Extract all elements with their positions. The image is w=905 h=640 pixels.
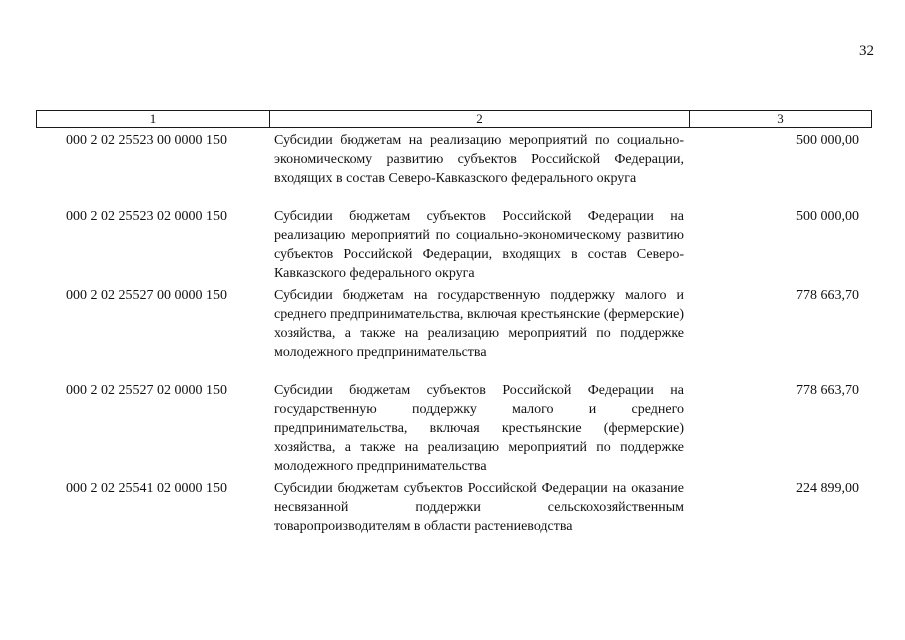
row-amount: 224 899,00 <box>796 481 859 496</box>
budget-code: 000 2 02 25527 00 0000 150 <box>66 288 227 303</box>
row-amount: 500 000,00 <box>796 209 859 224</box>
column-header-2: 2 <box>270 111 690 127</box>
row-description: Субсидии бюджетам субъектов Российской Федерации на оказание несвязанной поддержки сельскохозяйственным товаропроизводителям в области растениеводства <box>274 481 684 534</box>
row-amount: 500 000,00 <box>796 133 859 148</box>
page-number: 32 <box>859 43 874 59</box>
table-header <box>36 110 872 128</box>
budget-code: 000 2 02 25523 00 0000 150 <box>66 133 227 148</box>
budget-code: 000 2 02 25527 02 0000 150 <box>66 383 227 398</box>
budget-code: 000 2 02 25523 02 0000 150 <box>66 209 227 224</box>
column-header-1: 1 <box>37 111 270 127</box>
row-description: Субсидии бюджетам на реализацию мероприятий по социально-экономическому развитию субъектов Российской Федерации, входящих в состав Северо-Кавказского федерального округа <box>274 133 684 186</box>
budget-code: 000 2 02 25541 02 0000 150 <box>66 481 227 496</box>
row-description: Субсидии бюджетам субъектов Российской Федерации на государственную поддержку малого и среднего предпринимательства, включая крестьянские (фермерские) хозяйства, а также на реализацию мероприятий по поддержке молодежного предпринимательства <box>274 383 684 474</box>
column-header-3: 3 <box>777 111 784 126</box>
row-description: Субсидии бюджетам на государственную поддержку малого и среднего предпринимательства, включая крестьянские (фермерские) хозяйства, а также на реализацию мероприятий по поддержке молодежного предпринимательства <box>274 288 684 360</box>
row-amount: 778 663,70 <box>796 383 859 398</box>
row-amount: 778 663,70 <box>796 288 859 303</box>
row-description: Субсидии бюджетам субъектов Российской Федерации на реализацию мероприятий по социально-экономическому развитию субъектов Российской Федерации, входящих в состав Северо-Кавказского федерального округа <box>274 209 684 281</box>
